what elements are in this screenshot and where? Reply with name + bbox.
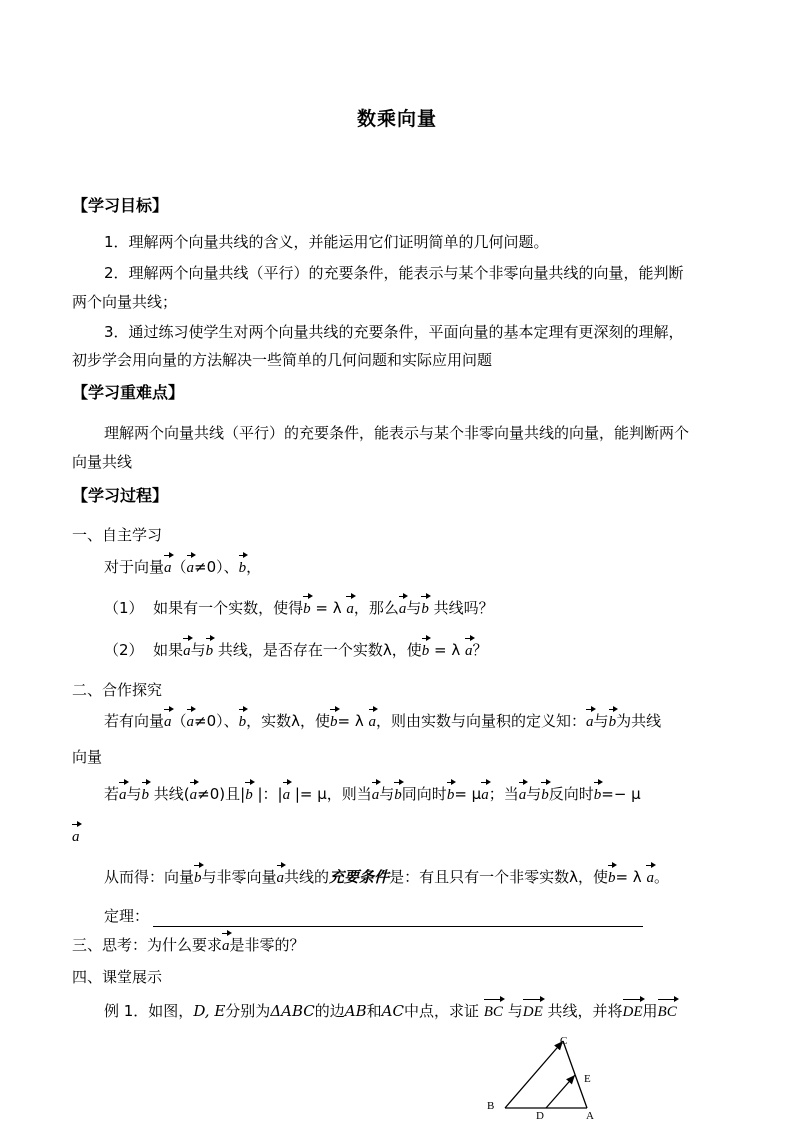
goal-2-cont: 两个向量共线； <box>72 293 178 311</box>
label-d: D <box>536 1110 544 1122</box>
self-study-intro: 对于向量a（a≠0）、b， <box>104 556 261 579</box>
label-e: E <box>584 1073 591 1085</box>
triangle-figure <box>480 1030 610 1122</box>
theorem-blank[interactable] <box>153 912 643 927</box>
self-study-heading: 一、自主学习 <box>72 526 163 544</box>
show-heading: 四、课堂展示 <box>72 968 163 986</box>
goal-2: 2．理解两个向量共线（平行）的充要条件，能表示与某个非零向量共线的向量，能判断 <box>104 264 684 282</box>
de-vector-line <box>546 1075 575 1108</box>
page-title: 数乘向量 <box>356 108 437 130</box>
key-line-2: 向量共线 <box>72 453 133 471</box>
goal-1: 1．理解两个向量共线的含义，并能运用它们证明简单的几何问题。 <box>104 233 549 251</box>
label-b: B <box>487 1100 495 1112</box>
coop-heading: 二、合作探究 <box>72 681 163 699</box>
label-c: C <box>560 1035 568 1047</box>
coop-line-1-cont: 向量 <box>72 748 103 766</box>
key-line-1: 理解两个向量共线（平行）的充要条件，能表示与某个非零向量共线的向量，能判断两个 <box>104 424 690 442</box>
label-a: A <box>586 1110 594 1122</box>
goal-3: 3．通过练习使学生对两个向量共线的充要条件，平面向量的基本定理有更深刻的理解， <box>104 323 684 341</box>
think-line: 三、思考：为什么要求a是非零的？ <box>72 934 305 957</box>
coop-line-2: 若a与b 共线(a≠0)且|b |：|a |= μ，则当a与b同向时b= μa；当a与b反向时b=− μ <box>104 783 641 806</box>
process-heading: 【学习过程】 <box>72 486 169 505</box>
coop-line-2-cont: a <box>72 825 80 848</box>
example-1: 例 1．如图，D, E分别为ΔABC的边AB和AC中点，求证 BC 与DE 共线，并将DE用BC <box>104 1000 677 1023</box>
question-2: （2） 如果a与b 共线，是否存在一个实数λ，使b = λ a？ <box>104 639 488 662</box>
goal-3-cont: 初步学会用向量的方法解决一些简单的几何问题和实际应用问题 <box>72 351 493 369</box>
coop-line-1: 若有向量a（a≠0）、b，实数λ，使b= λ a，则由实数与向量积的定义知：a与b为共线 <box>104 710 661 733</box>
question-1: （1） 如果有一个实数，使得b = λ a，那么a与b 共线吗？ <box>104 597 494 620</box>
theorem-line: 定理： <box>104 905 643 927</box>
goals-heading: 【学习目标】 <box>72 196 169 215</box>
coop-line-3: 从而得：向量b与非零向量a共线的充要条件是：有且只有一个非零实数λ，使b= λ a。 <box>104 866 669 889</box>
key-heading: 【学习重难点】 <box>72 383 185 402</box>
